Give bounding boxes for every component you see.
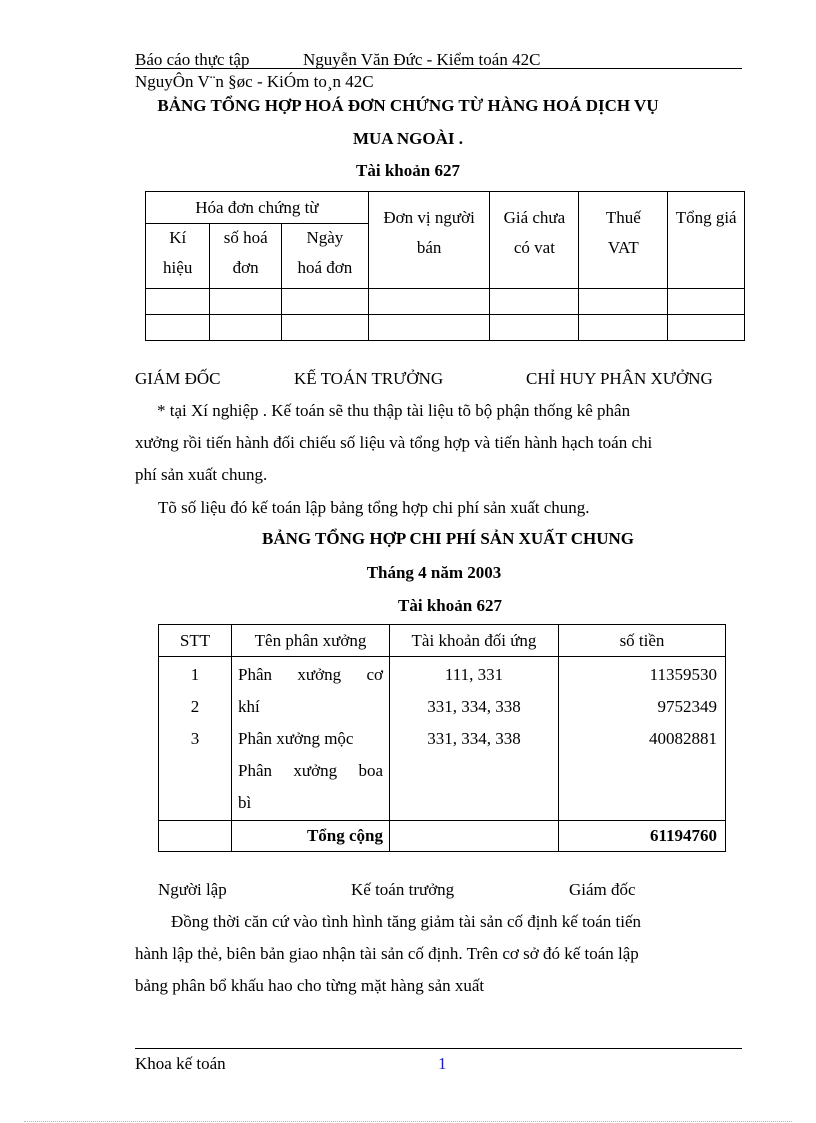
section1-title-line2: MUA NGOÀI . bbox=[352, 129, 464, 148]
total-label bbox=[232, 821, 390, 852]
paragraph-1-line1: * tại Xí nghiệp . Kế toán sẽ thu thập tài liệu tõ bộ phận thống kê phân bbox=[157, 401, 631, 420]
name-1b: khí bbox=[238, 697, 260, 716]
amount-1: 11359530 bbox=[649, 665, 717, 684]
col-so-hoa-don-line1: số hoá bbox=[223, 228, 268, 247]
signature-nguoi-lap: Người lập bbox=[158, 880, 227, 899]
total-label-text: Tổng cộng bbox=[306, 826, 383, 845]
total-amount-text: 61194760 bbox=[649, 826, 717, 845]
account-3: 331, 334, 338 bbox=[427, 729, 521, 748]
page-edge bbox=[24, 1121, 792, 1122]
paragraph-1 bbox=[135, 395, 739, 491]
total-row bbox=[159, 821, 726, 852]
header-garbled: NguyÔn V¨n §øc - KiÓm to¸n 42C bbox=[135, 72, 374, 91]
signature-chi-huy: CHỈ HUY PHÂN XƯỞNG bbox=[526, 369, 713, 388]
col-gia-line2: có vat bbox=[513, 238, 555, 257]
col-ngay-line1: Ngày bbox=[306, 228, 344, 247]
page-number: 1 bbox=[438, 1054, 447, 1073]
stt-cell bbox=[159, 657, 232, 821]
col-ngay-line2: hoá đơn bbox=[297, 258, 353, 277]
col-gia bbox=[490, 192, 579, 289]
footer-rule bbox=[135, 1048, 742, 1049]
signature-ke-toan-truong: KẾ TOÁN TRƯỞNG bbox=[294, 369, 444, 388]
header-so-tien-label: số tiền bbox=[619, 630, 665, 650]
col-ki-hieu-line2: hiệu bbox=[163, 258, 193, 277]
col-thue-line2: VAT bbox=[607, 238, 639, 257]
paragraph-3 bbox=[135, 906, 739, 1002]
section2-month: Tháng 4 năm 2003 bbox=[366, 563, 502, 582]
col-don-vi-line2: bán bbox=[416, 238, 442, 257]
section2-title: BẢNG TỔNG HỢP CHI PHÍ SẢN XUẤT CHUNG bbox=[262, 529, 634, 548]
accounts-cell bbox=[390, 657, 559, 821]
header-so-tien bbox=[559, 625, 726, 657]
total-amount bbox=[559, 821, 726, 852]
header-stt bbox=[159, 625, 232, 657]
col-so-hoa-don-line2: đơn bbox=[232, 258, 259, 277]
col-tong bbox=[668, 192, 745, 289]
header-left: Báo cáo thực tập bbox=[135, 50, 250, 69]
signature-giam-doc-2: Giám đốc bbox=[569, 880, 636, 899]
paragraph-1-line3: phí sản xuất chung. bbox=[135, 465, 268, 484]
signature-ke-toan-truong-2: Kế toán trưởng bbox=[351, 880, 455, 899]
amounts-cell bbox=[559, 657, 726, 821]
signature-giam-doc: GIÁM ĐỐC bbox=[135, 369, 221, 388]
name-3b: bì bbox=[238, 793, 252, 812]
col-ki-hieu-line1: Kí bbox=[169, 228, 187, 247]
paragraph-3-line2: hành lập thẻ, biên bản giao nhận tài sản cố định. Trên cơ sở đó kế toán lập bbox=[135, 944, 639, 963]
header-tai-khoan-label: Tài khoản đối ứng bbox=[411, 630, 537, 650]
col-thue bbox=[579, 192, 668, 289]
name-2: Phân xưởng mộc bbox=[238, 729, 354, 748]
table-row bbox=[159, 657, 726, 821]
paragraph-3-line3: bảng phân bổ khấu hao cho từng mặt hàng sản xuất bbox=[135, 976, 485, 995]
section1-account: Tài khoản 627 bbox=[356, 161, 460, 180]
amount-2: 9752349 bbox=[657, 697, 717, 716]
table-row bbox=[146, 315, 745, 341]
stt-3: 3 bbox=[190, 729, 200, 748]
header-ten-label: Tên phân xưởng bbox=[254, 630, 367, 650]
col-don-vi bbox=[368, 192, 490, 289]
paragraph-3-line1: Đồng thời căn cứ vào tình hình tăng giảm tài sản cố định kế toán tiến bbox=[171, 912, 642, 931]
header-rule bbox=[135, 68, 742, 69]
invoice-table bbox=[145, 191, 745, 341]
col-ki-hieu bbox=[146, 224, 210, 289]
col-so-hoa-don bbox=[210, 224, 282, 289]
col-ngay bbox=[281, 224, 368, 289]
header-tai-khoan bbox=[390, 625, 559, 657]
group-header-cell bbox=[146, 192, 369, 224]
header-ten bbox=[232, 625, 390, 657]
name-1a: Phân xưởng cơ bbox=[238, 665, 383, 684]
col-thue-line1: Thuế bbox=[605, 208, 641, 227]
group-header: Hóa đơn chứng từ bbox=[195, 197, 319, 217]
stt-1: 1 bbox=[190, 665, 200, 684]
paragraph-2: Tõ số liệu đó kế toán lập bảng tổng hợp chi phí sản xuất chung. bbox=[158, 498, 590, 517]
account-1: 111, 331 bbox=[444, 665, 504, 684]
stt-2: 2 bbox=[190, 697, 200, 716]
amount-3: 40082881 bbox=[649, 729, 717, 748]
header-right: Nguyễn Văn Đức - Kiểm toán 42C bbox=[303, 50, 541, 69]
table-row bbox=[146, 289, 745, 315]
paragraph-1-line2: xưởng rồi tiến hành đối chiếu số liệu và tổng hợp và tiến hành hạch toán chi bbox=[135, 433, 653, 452]
footer-left: Khoa kế toán bbox=[135, 1054, 226, 1073]
names-cell bbox=[232, 657, 390, 821]
col-gia-line1: Giá chưa bbox=[503, 208, 566, 227]
name-3a: Phân xưởng boa bbox=[238, 761, 383, 780]
header-stt-label: STT bbox=[179, 630, 211, 650]
col-tong-label: Tổng giá bbox=[675, 208, 737, 227]
col-don-vi-line1: Đơn vị người bbox=[383, 208, 475, 227]
section1-title-line1: BẢNG TỔNG HỢP HOÁ ĐƠN CHỨNG TỪ HÀNG HOÁ DỊCH VỤ bbox=[157, 96, 659, 115]
cost-table bbox=[158, 624, 726, 852]
account-2: 331, 334, 338 bbox=[427, 697, 521, 716]
section2-account: Tài khoản 627 bbox=[398, 596, 502, 615]
